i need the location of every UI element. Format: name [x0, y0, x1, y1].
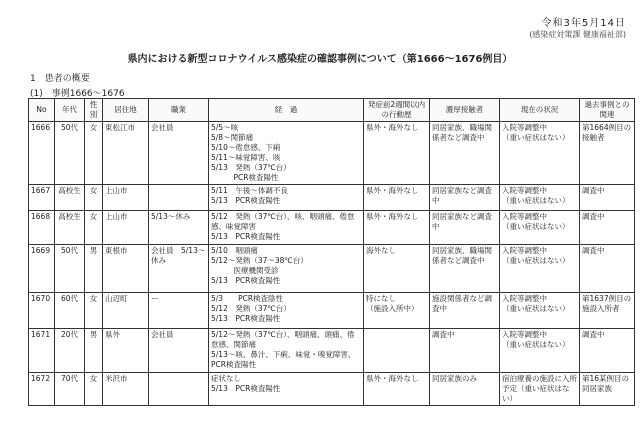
case-status — [500, 122, 580, 185]
case-course-line: 5/8〜関節痛 — [211, 133, 254, 142]
case-status — [500, 293, 580, 329]
case-sex: 女 — [85, 293, 103, 329]
case-age: 高校生 — [55, 185, 85, 211]
case-course-line: 5/12〜発熱（37〜38℃台） — [211, 256, 308, 265]
case-course — [209, 329, 364, 373]
issuing-department: (感染症対策課 健康福祉部) — [529, 30, 626, 39]
document-title: 県内における新型コロナウイルス感染症の確認事例について（第1666〜1676例目） — [127, 54, 513, 65]
case-relation-line: 調査中 — [582, 212, 605, 221]
table-row — [29, 329, 635, 373]
case-age: 高校生 — [55, 211, 85, 245]
document-date: 令和3年5月14日 — [541, 18, 626, 29]
case-occupation: ー — [149, 293, 209, 329]
case-relation-line: 第1637例目の施設入所者 — [582, 294, 632, 313]
case-residence: 上山市 — [103, 185, 149, 211]
case-number: 1671 — [29, 329, 55, 373]
case-course — [209, 122, 364, 185]
case-course — [209, 293, 364, 329]
header-status: 現在の状況 — [500, 99, 580, 122]
header-occupation: 職業 — [149, 99, 209, 122]
case-residence: 東松江市 — [103, 122, 149, 185]
case-course-line: 5/13 発熱（37℃台） — [211, 163, 291, 172]
case-course-line: 5/13〜咳、鼻汁、下痢、味覚・嗅覚障害、PCR検査陽性 — [211, 350, 356, 369]
case-sex: 女 — [85, 211, 103, 245]
case-contacts-line: 調査中 — [432, 330, 455, 339]
table-row — [29, 122, 635, 185]
case-travel — [364, 373, 430, 406]
case-status-line: （重い症状はない） — [502, 133, 570, 142]
case-contacts-line: 同居家族、職場関係者など調査中 — [432, 246, 492, 265]
case-occupation — [149, 185, 209, 211]
case-course-line: 5/10 咽頭痛 — [211, 246, 258, 255]
case-status-line: （重い症状はない） — [502, 304, 570, 313]
case-contacts — [430, 122, 500, 185]
case-course-line: 5/12 発熱（37℃台） — [211, 304, 291, 313]
case-contacts — [430, 211, 500, 245]
case-contacts-line: 施設関係者など調査中 — [432, 294, 492, 313]
case-contacts — [430, 373, 500, 406]
case-contacts-line: 同居家族のみ — [432, 374, 477, 383]
case-course-line: 症状なし — [211, 374, 241, 383]
case-course-line: 5/13 PCR検査陽性 — [211, 196, 281, 205]
case-contacts — [430, 245, 500, 293]
case-sex: 女 — [85, 373, 103, 406]
case-relation-line: 調査中 — [582, 330, 605, 339]
case-contacts — [430, 185, 500, 211]
case-course — [209, 185, 364, 211]
case-status-line: 入院等調整中 — [502, 294, 547, 303]
case-status-line: （重い症状はない） — [502, 340, 570, 349]
case-course-line: 5/11 午後〜体調不良 — [211, 186, 288, 195]
case-occupation: 会社員 — [149, 122, 209, 185]
case-residence: 県外 — [103, 329, 149, 373]
case-course-line: 5/3 PCR検査陰性 — [211, 294, 284, 303]
case-age: 60代 — [55, 293, 85, 329]
case-travel — [364, 122, 430, 185]
case-course — [209, 373, 364, 406]
case-status-line: 入院等調整中 — [502, 246, 547, 255]
case-relation — [580, 373, 635, 406]
case-number: 1672 — [29, 373, 55, 406]
case-status — [500, 329, 580, 373]
case-course-line: 5/13 PCR検査陽性 — [211, 384, 281, 393]
header-no: No — [29, 99, 55, 122]
case-travel-line: 県外・海外なし — [366, 212, 419, 221]
case-status-line: 入院等調整中 — [502, 330, 547, 339]
header-age: 年代 — [55, 99, 85, 122]
case-number: 1669 — [29, 245, 55, 293]
case-status-line: 入院等調整中 — [502, 186, 547, 195]
case-number: 1667 — [29, 185, 55, 211]
case-travel-line: 特になし — [366, 294, 396, 303]
case-residence: 山辺町 — [103, 293, 149, 329]
case-status — [500, 245, 580, 293]
case-age: 50代 — [55, 122, 85, 185]
case-status — [500, 211, 580, 245]
case-course-line: 5/13 PCR検査陽性 — [211, 314, 281, 323]
case-status-line: （重い症状はない） — [502, 196, 570, 205]
case-course-line: 5/10〜倦怠感、下痢 — [211, 143, 281, 152]
case-travel — [364, 185, 430, 211]
table-row — [29, 185, 635, 211]
case-relation — [580, 329, 635, 373]
case-travel — [364, 245, 430, 293]
case-travel — [364, 211, 430, 245]
case-course-line: 5/13 PCR検査陽性 — [211, 276, 281, 285]
case-relation — [580, 211, 635, 245]
case-travel-line: 海外なし — [366, 246, 396, 255]
table-row — [29, 373, 635, 406]
case-travel-line: 県外・海外なし — [366, 374, 419, 383]
case-course-line: 5/12 発熱（37℃台）、咳、咽頭痛、倦怠感、味覚障害 — [211, 212, 355, 231]
case-age: 20代 — [55, 329, 85, 373]
case-travel-line: 県外・海外なし — [366, 186, 419, 195]
case-relation-line: 第16某例目の同居家族 — [582, 374, 630, 393]
case-status — [500, 185, 580, 211]
case-relation — [580, 122, 635, 185]
case-relation — [580, 245, 635, 293]
case-status-line: 宿泊療養の施設に入所予定（重い症状はない） — [502, 374, 577, 403]
subsection-heading: (1) 事例1666〜1676 — [30, 89, 125, 99]
case-course-line: 医療機関受診 — [211, 266, 279, 275]
case-status-line: 入院等調整中 — [502, 123, 547, 132]
case-course-line: 5/11〜味覚障害、咳 — [211, 153, 281, 162]
case-residence: 上山市 — [103, 211, 149, 245]
case-travel-line: 県外・海外なし — [366, 123, 419, 132]
case-occupation: 会社員 5/13〜休み — [149, 245, 209, 293]
case-number: 1668 — [29, 211, 55, 245]
case-relation-line: 第1664例目の接触者 — [582, 123, 632, 142]
header-travel: 発症前2週間以内の行動歴 — [364, 99, 430, 122]
case-contacts — [430, 293, 500, 329]
case-occupation: 会社員 — [149, 329, 209, 373]
case-sex: 男 — [85, 245, 103, 293]
case-status-line: （重い症状はない） — [502, 256, 570, 265]
case-relation-line: 調査中 — [582, 186, 605, 195]
table-row — [29, 211, 635, 245]
table-header-row — [29, 99, 635, 122]
case-contacts-line: 同居家族、職場関係者など調査中 — [432, 123, 492, 142]
header-course: 経 過 — [209, 99, 364, 122]
case-relation — [580, 185, 635, 211]
case-number: 1670 — [29, 293, 55, 329]
section-heading: 1 患者の概要 — [30, 74, 90, 84]
header-contacts: 濃厚接触者 — [430, 99, 500, 122]
case-status — [500, 373, 580, 406]
case-status-line: （重い症状はない） — [502, 222, 570, 231]
case-age: 70代 — [55, 373, 85, 406]
header-relation: 過去事例との関連 — [580, 99, 635, 122]
case-sex: 男 — [85, 329, 103, 373]
case-travel — [364, 293, 430, 329]
case-residence: 東根市 — [103, 245, 149, 293]
case-occupation — [149, 373, 209, 406]
case-relation-line: 調査中 — [582, 246, 605, 255]
case-relation — [580, 293, 635, 329]
case-course-line: 5/13 PCR検査陽性 — [211, 232, 281, 241]
case-contacts-line: 同居家族など調査中 — [432, 212, 492, 231]
case-travel — [364, 329, 430, 373]
case-occupation: 5/13〜休み — [149, 211, 209, 245]
case-travel-line: （施設入所中） — [366, 304, 419, 313]
case-age: 50代 — [55, 245, 85, 293]
table-row — [29, 293, 635, 329]
header-sex: 性別 — [85, 99, 103, 122]
header-residence: 居住地 — [103, 99, 149, 122]
case-contacts — [430, 329, 500, 373]
case-table — [28, 98, 635, 406]
case-course — [209, 245, 364, 293]
case-status-line: 入院等調整中 — [502, 212, 547, 221]
case-sex: 女 — [85, 122, 103, 185]
case-residence: 米沢市 — [103, 373, 149, 406]
case-course-line: PCR検査陽性 — [211, 173, 279, 182]
case-course-line: 5/12〜発熱（37℃台）、咽頭痛、頭痛、倦怠感、関節痛 — [211, 330, 355, 349]
case-contacts-line: 同居家族など調査中 — [432, 186, 492, 205]
case-number: 1666 — [29, 122, 55, 185]
case-course — [209, 211, 364, 245]
case-sex: 女 — [85, 185, 103, 211]
case-table-body — [29, 122, 635, 406]
case-course-line: 5/5〜咳 — [211, 123, 239, 132]
table-row — [29, 245, 635, 293]
